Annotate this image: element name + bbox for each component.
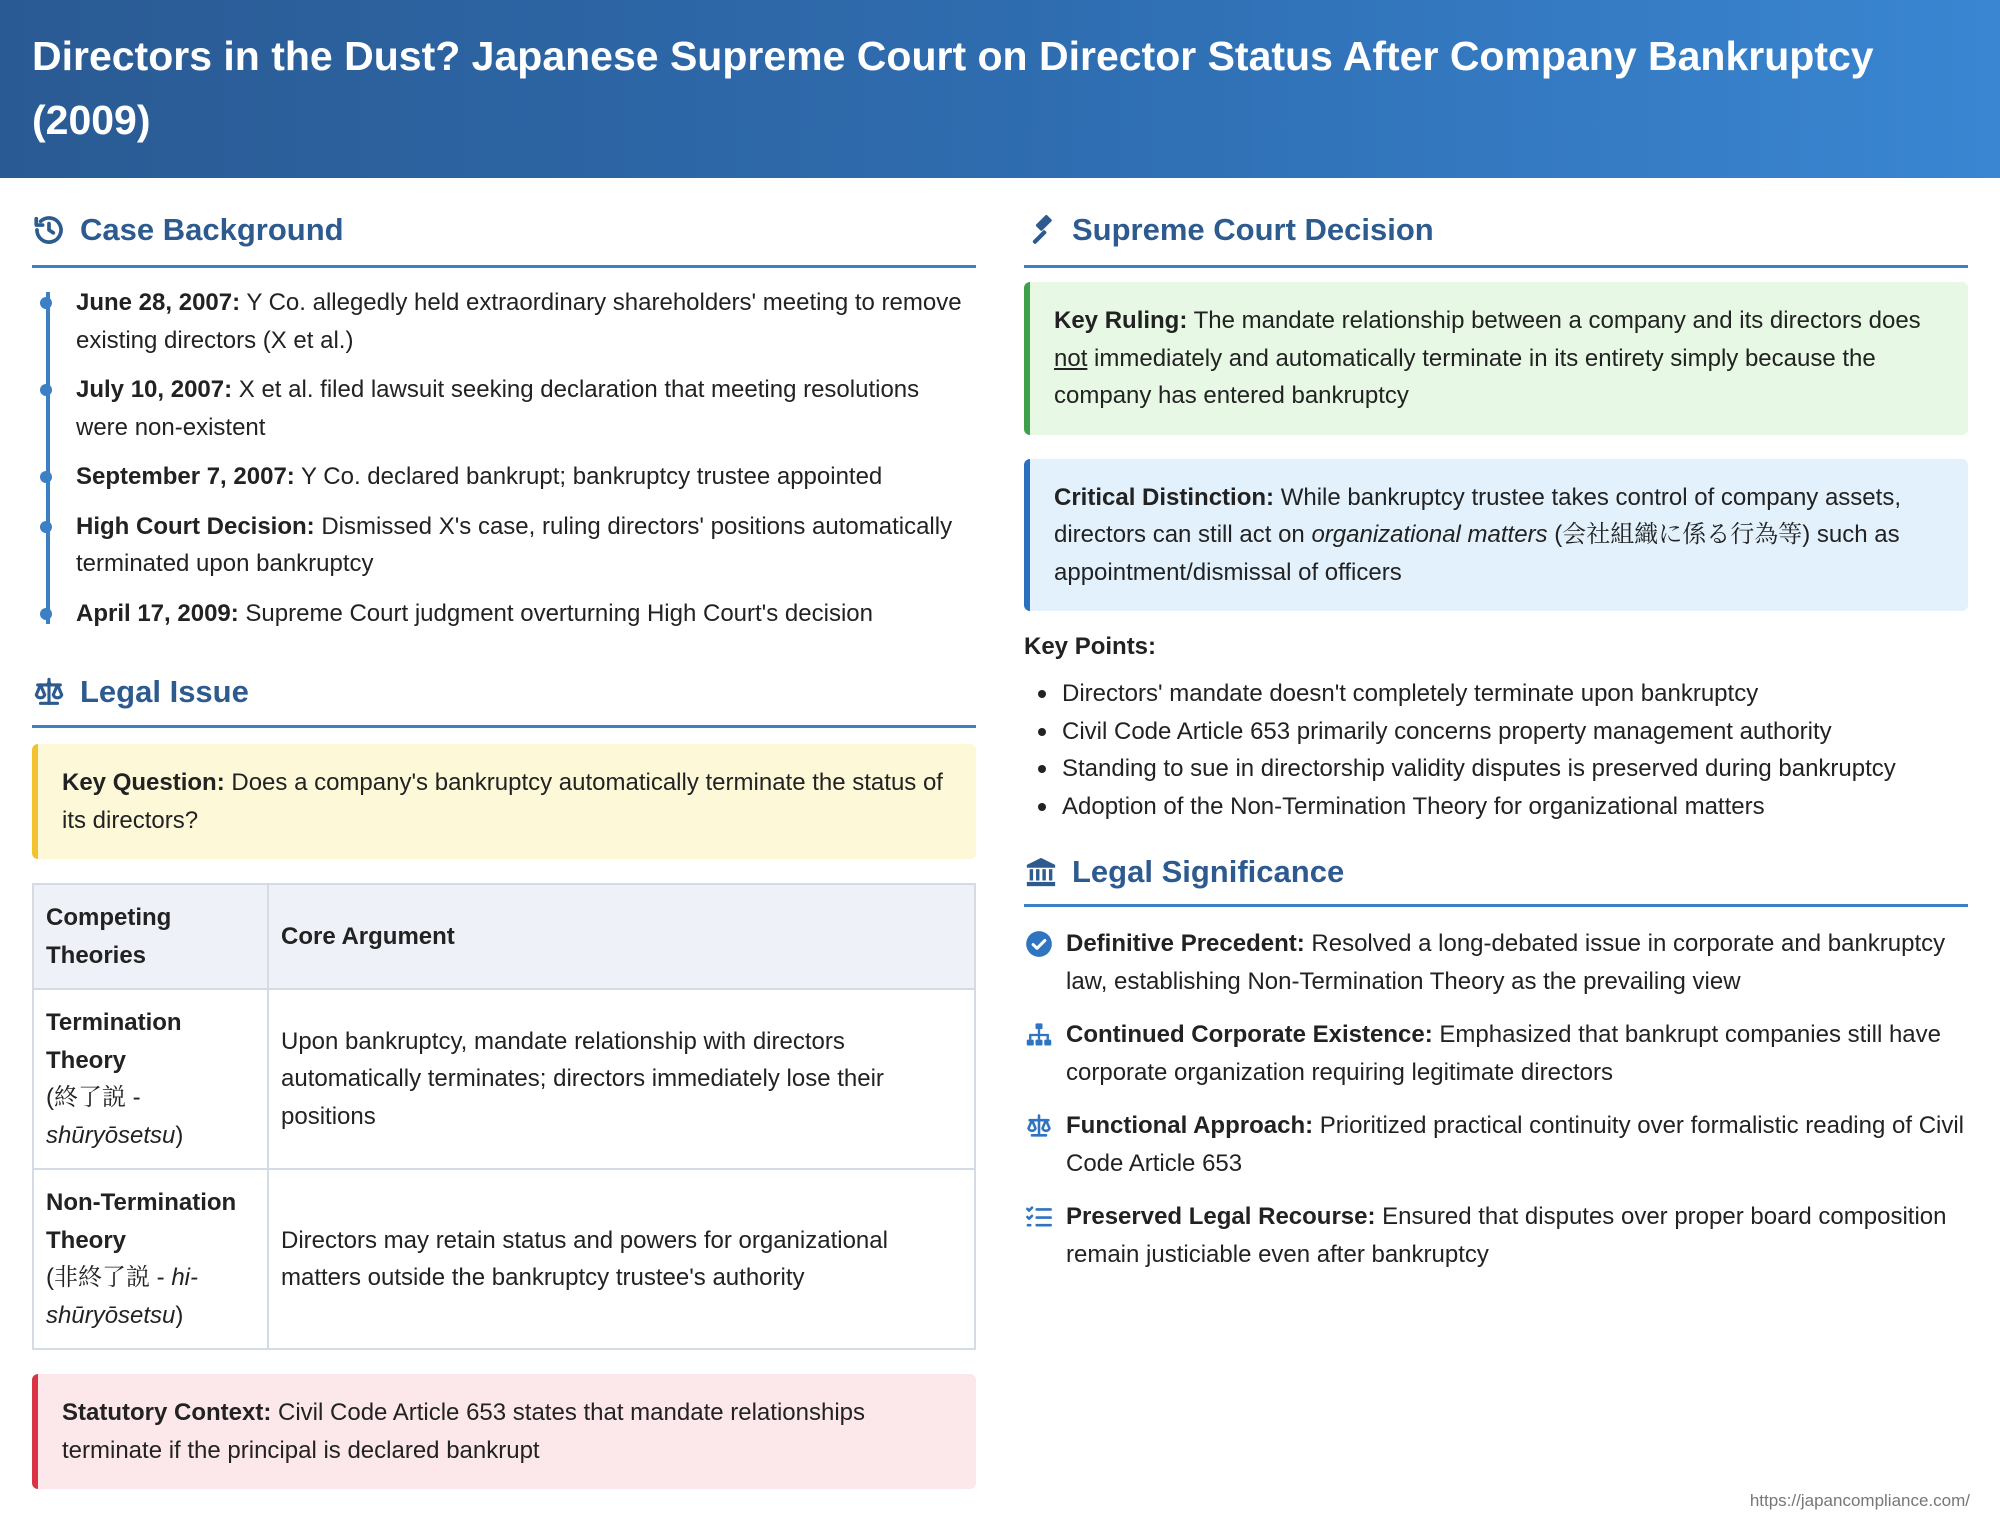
- key-ruling-label: Key Ruling:: [1054, 307, 1188, 334]
- timeline-item: September 7, 2007: Y Co. declared bankrupt; bankruptcy trustee appointed: [76, 458, 976, 496]
- page-title: Directors in the Dust? Japanese Supreme Court on Director Status After Company Bankruptcy (2009): [32, 33, 1874, 143]
- list-item: Definitive Precedent: Resolved a long-debated issue in corporate and bankruptcy law, establishing Non-Termination Theory as the prevailing view: [1024, 925, 1968, 1000]
- history-icon: [32, 213, 66, 247]
- table-row: [33, 1169, 975, 1349]
- table-header-cell: Competing Theories: [33, 884, 268, 989]
- not-emphasis: not: [1054, 344, 1088, 372]
- statutory-context-callout: [32, 1374, 976, 1489]
- key-points-title: Key Points:: [1024, 633, 1157, 660]
- theories-table: [32, 883, 976, 1350]
- list-item: Directors' mandate doesn't completely terminate upon bankruptcy: [1034, 675, 1968, 713]
- significance-title: Legal Significance: [1072, 853, 1345, 889]
- list-item: Functional Approach: Prioritized practical continuity over formalistic reading of Civil Code Article 653: [1024, 1107, 1968, 1182]
- gavel-icon: [1024, 213, 1058, 247]
- theory-name-cell: Termination Theory (終了説 - shūryōsetsu): [33, 989, 268, 1169]
- critical-distinction-label: Critical Distinction:: [1054, 483, 1275, 511]
- table-row: [33, 989, 975, 1169]
- significance-heading: [1024, 825, 1968, 907]
- key-ruling-callout: Key Ruling: The mandate relationship between a company and its directors does not immediately and automatically terminate in its entirety simply because the company has entered bankruptcy: [1024, 282, 1968, 435]
- list-item: Continued Corporate Existence: Emphasized that bankrupt companies still have corporate organization requiring legitimate directors: [1024, 1016, 1968, 1091]
- theory-name-cell: Non-Termination Theory (非終了説 - hi-shūryōsetsu): [33, 1169, 268, 1349]
- legal-issue-title: Legal Issue: [80, 673, 249, 709]
- key-question-text: Does a company's bankruptcy automatically terminate the status of its directors?: [62, 769, 943, 834]
- list-item: Civil Code Article 653 primarily concerns property management authority: [1034, 713, 1968, 751]
- case-background-heading: [32, 178, 976, 268]
- check-circle-icon: [1024, 925, 1054, 962]
- checklist-icon: [1024, 1198, 1054, 1235]
- scales-icon: [32, 675, 66, 709]
- timeline-item: April 17, 2009: Supreme Court judgment overturning High Court's decision: [76, 595, 976, 633]
- right-column: [1024, 178, 1968, 1289]
- decision-heading: [1024, 178, 1968, 268]
- list-item: Adoption of the Non-Termination Theory for organizational matters: [1034, 788, 1968, 826]
- key-question-label: Key Question:: [62, 769, 225, 796]
- statutory-label: Statutory Context:: [62, 1399, 272, 1426]
- theory-argument-cell: Upon bankruptcy, mandate relationship with directors automatically terminates; directors immediately lose their positions: [268, 989, 975, 1169]
- left-column: [32, 178, 976, 1489]
- landmark-icon: [1024, 855, 1058, 889]
- theory-argument-cell: Directors may retain status and powers for organizational matters outside the bankruptcy trustee's authority: [268, 1169, 975, 1349]
- timeline-item: High Court Decision: Dismissed X's case, ruling directors' positions automatically terminated upon bankruptcy: [76, 508, 976, 583]
- footer-url: https://japancompliance.com/: [1749, 1491, 1970, 1510]
- org-chart-icon: [1024, 1016, 1054, 1053]
- table-header-row: [33, 884, 975, 989]
- balance-icon: [1024, 1107, 1054, 1144]
- statutory-text: Civil Code Article 653 states that mandate relationships terminate if the principal is declared bankrupt: [62, 1399, 865, 1464]
- legal-issue-heading: [32, 644, 976, 728]
- decision-title: Supreme Court Decision: [1072, 211, 1434, 247]
- critical-distinction-callout: Critical Distinction: While bankruptcy trustee takes control of company assets, directors can still act on organizational matters (会社組織に係る行為等) such as appointment/dismissal of officers: [1024, 459, 1968, 612]
- list-item: Standing to sue in directorship validity disputes is preserved during bankruptcy: [1034, 750, 1968, 788]
- case-background-title: Case Background: [80, 211, 344, 247]
- timeline-item: June 28, 2007: Y Co. allegedly held extraordinary shareholders' meeting to remove existing directors (X et al.): [76, 284, 976, 359]
- case-timeline: [32, 284, 976, 632]
- significance-list: [1024, 925, 1968, 1273]
- table-header-cell: Core Argument: [268, 884, 975, 989]
- key-points-list: [1024, 675, 1968, 825]
- page-header: [0, 0, 2000, 178]
- key-question-callout: [32, 744, 976, 859]
- timeline-item: July 10, 2007: X et al. filed lawsuit seeking declaration that meeting resolutions were non-existent: [76, 371, 976, 446]
- list-item: Preserved Legal Recourse: Ensured that disputes over proper board composition remain justiciable even after bankruptcy: [1024, 1198, 1968, 1273]
